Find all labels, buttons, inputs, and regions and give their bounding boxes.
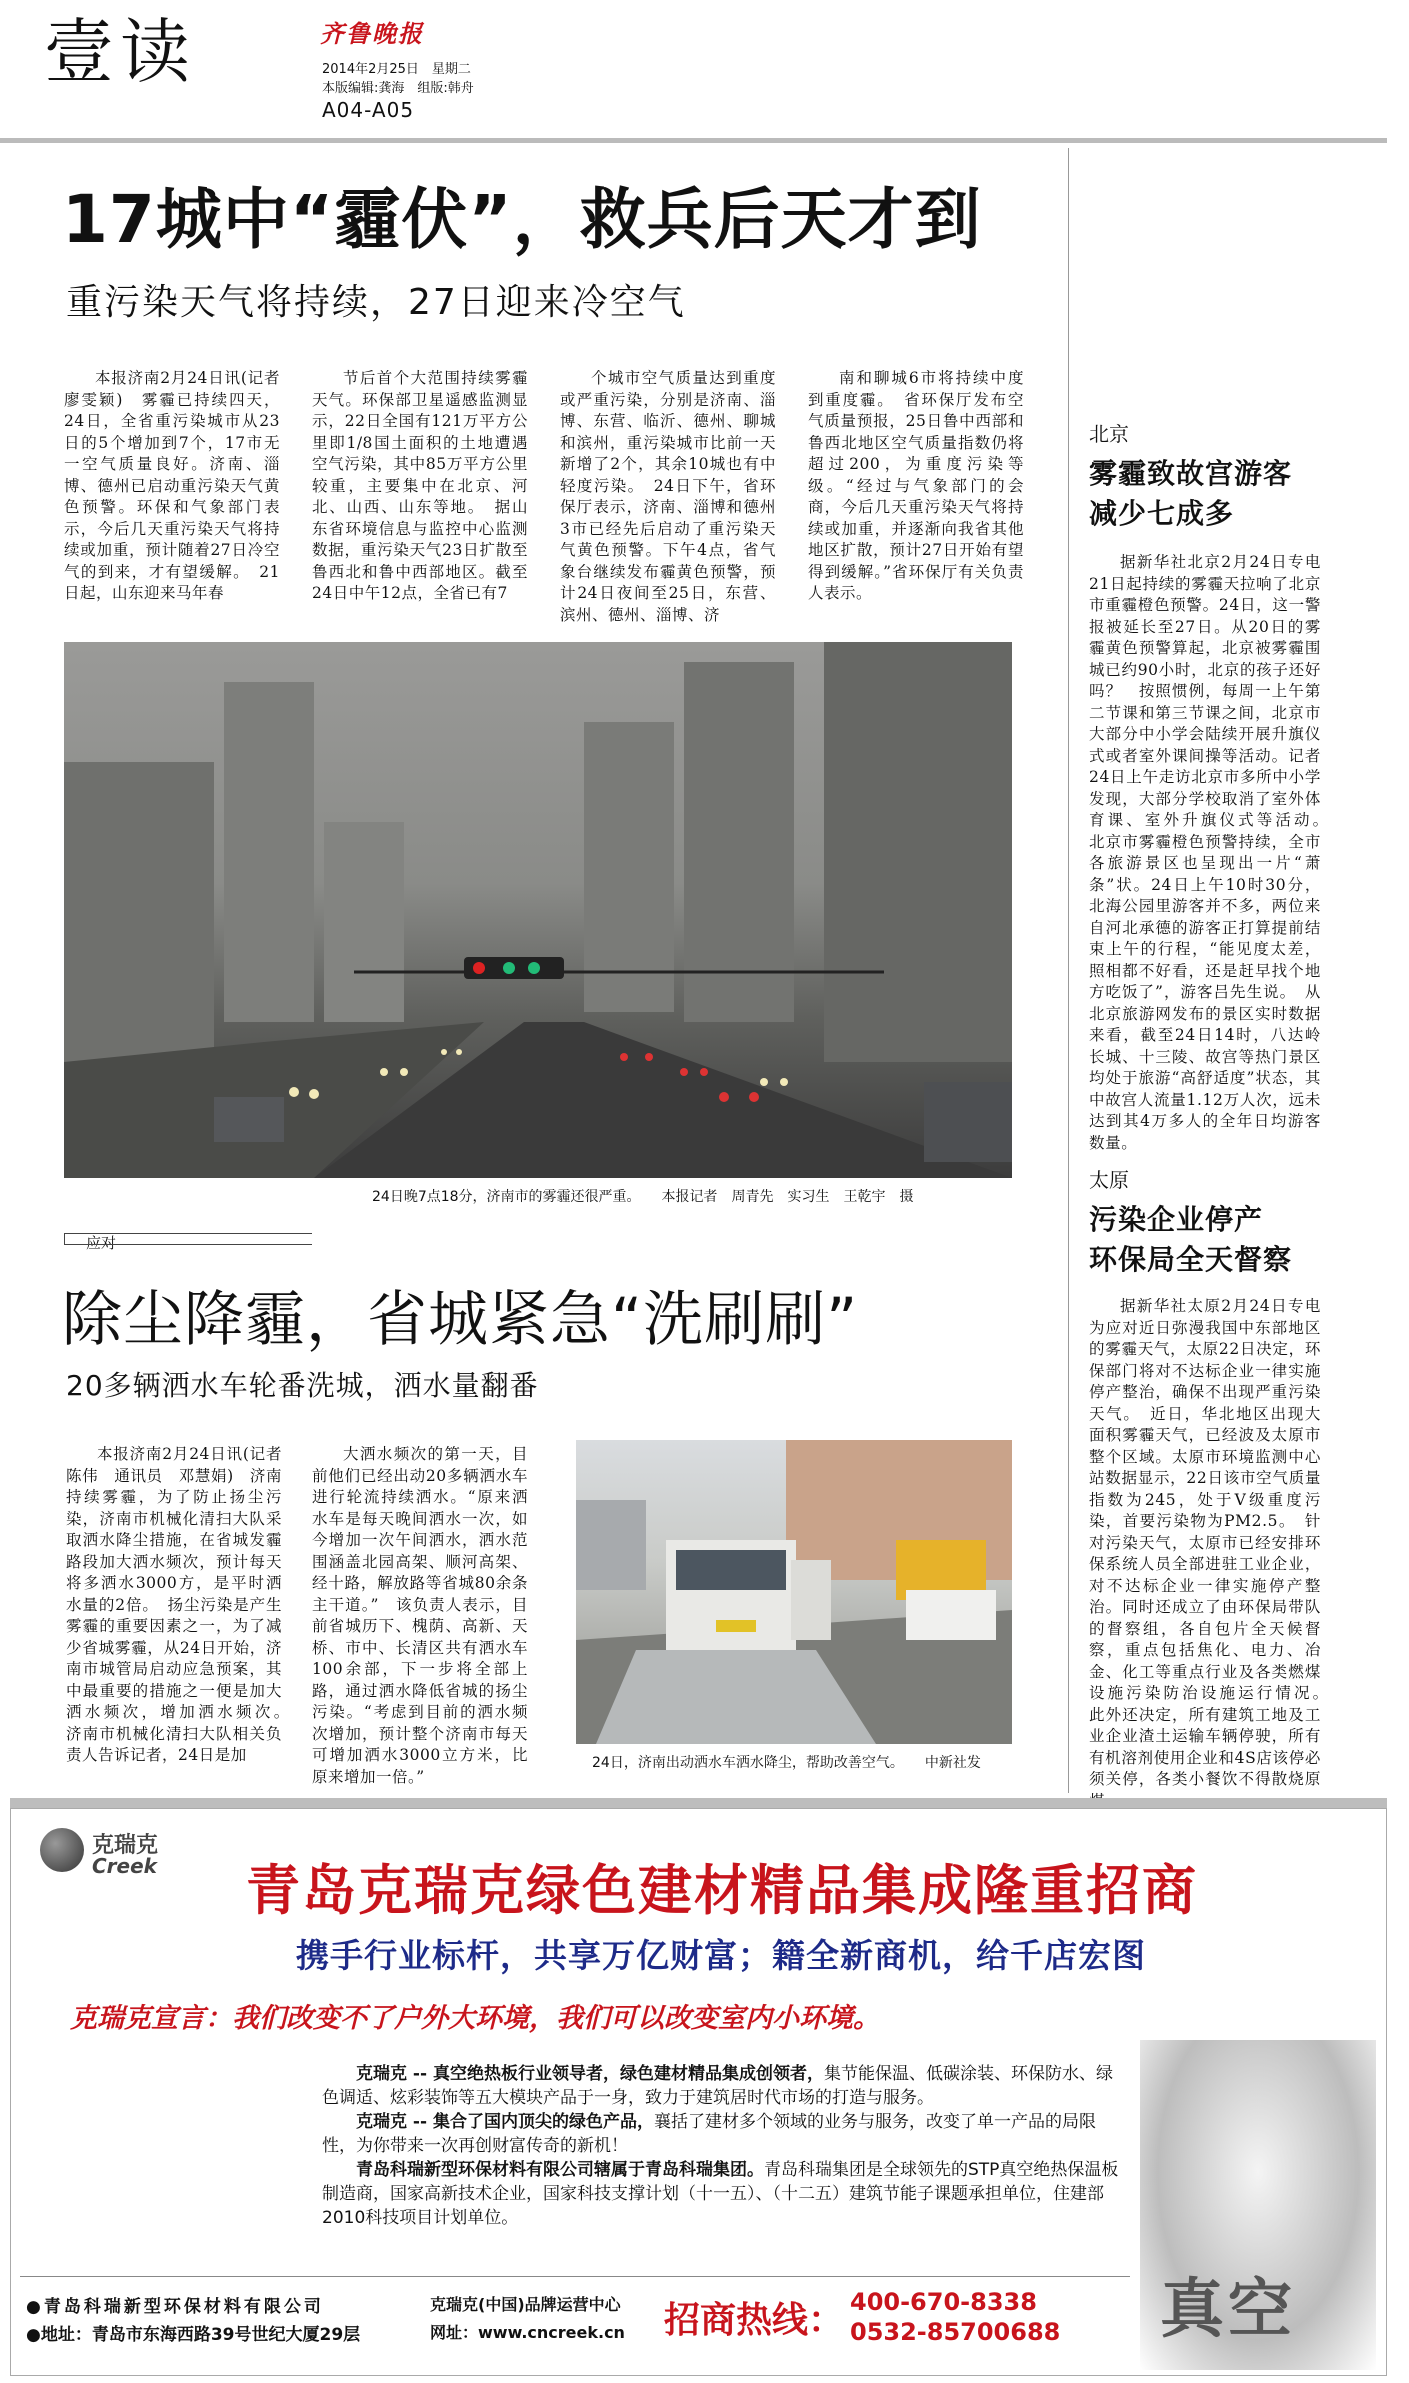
creek-logo-icon	[40, 1828, 84, 1872]
story1-subhead: 重污染天气将持续，27日迎来冷空气	[66, 282, 686, 323]
ad-copy-text-2: 襄括了建材多个领域的业务与服务，改变了单一产品的局限性，为你带来一次再创财富传奇的新机！	[322, 2112, 1096, 2156]
story1-headline: 17城中“霾伏”，救兵后天才到	[62, 181, 982, 258]
ad-slogan: 携手行业标杆，共享万亿财富；籍全新商机，给千店宏图	[296, 1936, 1146, 1975]
ad-product-graphic	[1140, 2040, 1376, 2370]
beijing-headline-line1: 雾霾致故宫游客	[1089, 457, 1293, 490]
haze-street-photo	[64, 642, 1012, 1178]
ad-copy-paragraph-2	[322, 2110, 1122, 2158]
sprinkler-photo-caption: 24日，济南出动洒水车洒水降尘，帮助改善空气。 中新社发	[592, 1755, 981, 1771]
story1-column-3: 个城市空气质量达到重度或严重污染，分别是济南、淄博、东营、临沂、德州、聊城和滨州，重污染城市比前一天新增了2个，其余10城也有中轻度污染。 24日下午，省环保厅表示，济南、淄博和德州3市已经先后启动了重污染天气黄色预警。下午4点，省气象台继续发布霾黄色预警，预计24日夜间至25日，东营、滨州、德州、淄博、济	[560, 369, 776, 624]
sprinkler-truck-photo	[576, 1440, 1012, 1744]
ad-copy-paragraph-3	[322, 2158, 1122, 2230]
beijing-kicker: 北京	[1089, 422, 1129, 446]
brand-name-cn: 克瑞克	[92, 1833, 159, 1858]
ad-copy-paragraph-1	[322, 2062, 1122, 2110]
ad-copy-lead-2: 克瑞克 -- 集合了国内顶尖的绿色产品，	[356, 2112, 654, 2132]
brand-name-en: Creek	[92, 1854, 157, 1878]
editors: 本版编辑:龚海 组版:韩舟	[322, 81, 474, 96]
beijing-headline-line2: 减少七成多	[1089, 497, 1235, 530]
story2-column-1: 本报济南2月24日讯(记者 陈伟 通讯员 邓慧娟) 济南持续雾霾，为了防止扬尘污染，济南市机械化清扫大队采取洒水降尘措施，在省城发霾路段加大洒水频次，预计每天将多洒水3000方，是平时洒水量的2倍。 扬尘污染是产生雾霾的重要因素之一，为了减少省城雾霾，从24日开始，济南市城管局启动应急预案，其中最重要的措施之一便是加大洒水频次，增加洒水频次。 济南市机械化清扫大队相关负责人告诉记者，24日是加	[66, 1445, 299, 1764]
ad-title: 青岛克瑞克绿色建材精品集成隆重招商	[246, 1859, 1198, 1922]
ad-hotline-label: 招商热线：	[664, 2300, 845, 2341]
ad-footer-rule	[20, 2276, 1130, 2277]
haze-photo-caption: 24日晚7点18分，济南市的雾霾还很严重。 本报记者 周青先 实习生 王乾宇 摄	[372, 1189, 914, 1205]
ad-product-label: 真空	[1160, 2273, 1296, 2347]
story1-column-4: 南和聊城6市将持续中度到重度霾。 省环保厅发布空气质量预报，25日鲁中西部和鲁西北地区空气质量指数仍将超过200，为重度污染等级。“经过与气象部门的会商，今后几天重污染天气将持续或加重，并逐渐向我省其他地区扩散，预计27日开始有望得到缓解。”省环保厅有关负责人表示。	[808, 369, 1024, 602]
ad-ops-center: 克瑞克(中国)品牌运营中心	[430, 2295, 621, 2314]
story2-subhead: 20多辆洒水车轮番洗城，洒水量翻番	[66, 1369, 539, 1402]
ad-top-rule	[10, 1798, 1387, 1808]
taiyuan-kicker: 太原	[1089, 1168, 1129, 1192]
story1-column-1: 本报济南2月24日讯(记者 廖雯颖) 雾霾已持续四天，24日，全省重污染城市从23日的5个增加到7个，17市无一空气质量良好。济南、淄博、德州已启动重污染天气黄色预警。环保和气象部门表示，今后几天重污染天气将持续或加重，预计随着27日冷空气的到来，才有望缓解。 21日起，山东迎来马年春	[64, 369, 280, 602]
ad-address: ●地址：青岛市东海西路39号世纪大厦29层	[26, 2325, 361, 2345]
ad-phone-2: 0532-85700688	[850, 2318, 1061, 2346]
beijing-body: 据新华社北京2月24日专电 21日起持续的雾霾天拉响了北京市重霾橙色预警。24日，这一警报被延长至27日。从20日的雾霾黄色预警算起，北京被雾霾围城已约90小时，北京的孩子还好吗？ 按照惯例，每周一上午第二节课和第三节课之间，北京市大部分中小学会陆续开展升旗仪式或者室外课间操等活动。记者24日上午走访北京市多所中小学发现，大部分学校取消了室外体育课、室外升旗仪式等活动。 北京市雾霾橙色预警持续，全市各旅游景区也呈现出一片“萧条”状。24日上午10时30分，北海公园里游客并不多，两位来自河北承德的游客正打算提前结束上午的行程，“能见度太差，照相都不好看，还是赶早找个地方吃饭了”，游客吕先生说。 从北京旅游网发布的景区实时数据来看，截至24日14时，八达岭长城、十三陵、故宫等热门景区均处于旅游“高舒适度”状态，其中故宫人流量1.12万人次，远未达到其4万多人的全年日均游客数量。	[1089, 553, 1338, 1152]
issue-date: 2014年2月25日 星期二	[322, 62, 471, 77]
ad-declaration: 克瑞克宣言：我们改变不了户外大环境，我们可以改变室内小环境。	[70, 2003, 880, 2034]
ad-copy-text-3: 青岛科瑞集团是全球领先的STP真空绝热保温板制造商，国家高新技术企业，国家科技支撑计划（十一五）、（十二五）建筑节能子课题承担单位，住建部2010科技项目计划单位。	[322, 2160, 1119, 2228]
page-range: A04-A05	[322, 98, 415, 122]
ad-phone-1: 400-670-8338	[850, 2288, 1037, 2316]
story2-tag-rule	[64, 1233, 312, 1245]
ad-copy-text-1: 集节能保温、低碳涂装、环保防水、绿色调适、炫彩装饰等五大模块产品于一身，致力于建筑居时代市场的打造与服务。	[322, 2064, 1113, 2108]
section-title: 壹读	[44, 11, 196, 93]
ad-copy	[322, 2062, 1122, 2230]
ad-copy-lead-1: 克瑞克 -- 真空绝热板行业领导者，绿色建材精品集成创领者，	[356, 2064, 824, 2084]
ad-company: ●青岛科瑞新型环保材料有限公司	[26, 2297, 324, 2317]
taiyuan-body: 据新华社太原2月24日专电 为应对近日弥漫我国中东部地区的雾霾天气，太原22日决定，环保部门将对不达标企业一律实施停产整治，确保不出现严重污染天气。 近日，华北地区出现大面积雾霾天气，已经波及太原市整个区域。太原市环境监测中心站数据显示，22日该市空气质量指数为245，处于V级重度污染，首要污染物为PM2.5。 针对污染天气，太原市已经安排环保系统人员全部进驻工业企业，对不达标企业一律实施停产整治。同时还成立了由环保局带队的督察组，各自包片全天候督察，重点包括焦化、电力、冶金、化工等重点行业及各类燃煤设施污染防治设施运行情况。 此外还决定，所有建筑工地及工业企业渣土运输车辆停驶，所有有机溶剂使用企业和4S店该停必须关停，各类小餐饮不得散烧原	[1089, 1297, 1321, 1788]
paper-logo: 齐鲁晚报	[320, 19, 424, 48]
taiyuan-headline-line2: 环保局全天督察	[1089, 1243, 1293, 1276]
story2-tag: 应对	[86, 1234, 117, 1252]
ad-website: 网址：www.cncreek.cn	[430, 2323, 625, 2342]
story2-headline: 除尘降霾，省城紧急“洗刷刷”	[62, 1285, 859, 1355]
masthead-rule	[0, 138, 1387, 143]
sidebar-divider	[1068, 148, 1069, 1793]
story2-column-2: 大洒水频次的第一天，目前他们已经出动20多辆洒水车进行轮流持续洒水。“原来洒水车是每天晚间洒水一次，如今增加一次午间洒水，洒水范围涵盖北园高架、顺河高架、经十路，解放路等省城80余条主干道。” 该负责人表示，目前省城历下、槐荫、高新、天桥、市中、长清区共有洒水车100余部，下一步将全部上路，通过洒水降低省城的扬尘污染。“考虑到目前的洒水频次增加，预计整个济南市每天可增加洒水3000立方米，比原来增加一倍。”	[312, 1445, 528, 1786]
ad-copy-lead-3: 青岛科瑞新型环保材料有限公司辖属于青岛科瑞集团。	[356, 2160, 764, 2180]
story1-column-2: 节后首个大范围持续雾霾天气。环保部卫星遥感监测显示，22日全国有121万平方公里即1/8国土面积的土地遭遇空气污染，其中85万平方公里较重，主要集中在北京、河北、山西、山东等地。 据山东省环境信息与监控中心监测数据，重污染天气23日扩散至鲁西北和鲁中西部地区。截至24日中午12点，全省已有7	[312, 369, 528, 602]
taiyuan-headline-line1: 污染企业停产	[1089, 1203, 1264, 1236]
